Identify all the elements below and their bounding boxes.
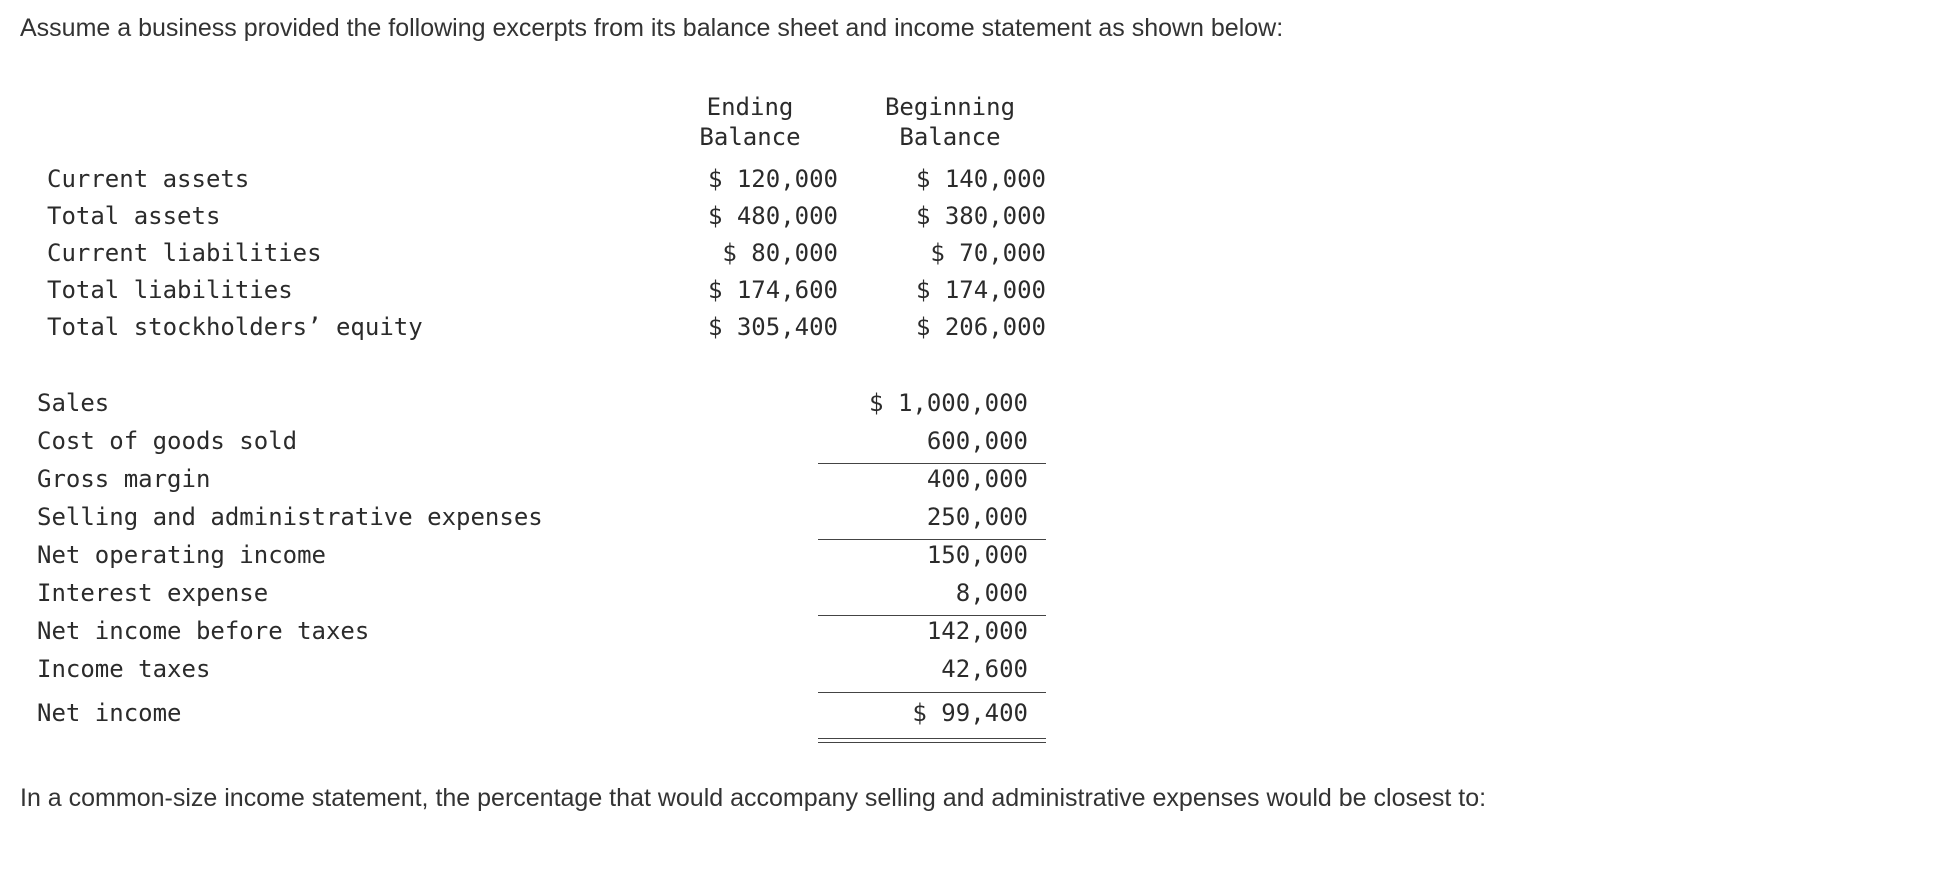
row-amount: 42,600: [941, 655, 1028, 683]
row-label: Interest expense: [37, 579, 269, 607]
row-label: Selling and administrative expenses: [37, 503, 543, 531]
table-row: [0, 464, 1100, 494]
header-line: Ending: [706, 93, 794, 121]
table-row: [0, 388, 1100, 418]
header-line: Beginning: [884, 93, 1016, 121]
table-row: [0, 502, 1100, 532]
ending-value: $ 174,600: [707, 276, 838, 304]
table-row: [0, 540, 1100, 570]
row-label: Income taxes: [37, 655, 211, 683]
row-amount: $ 99,400: [912, 699, 1028, 727]
row-label: Total assets: [47, 202, 221, 230]
table-row: [0, 426, 1100, 456]
table-row: [0, 698, 1100, 728]
beginning-value: $ 206,000: [915, 313, 1046, 341]
intro-text: Assume a business provided the following excerpts from its balance sheet and income statement as shown below:: [20, 14, 1284, 42]
row-label: Sales: [37, 389, 110, 417]
ending-value: $ 80,000: [722, 239, 838, 267]
beginning-value: $ 140,000: [915, 165, 1046, 193]
row-amount: 600,000: [926, 427, 1028, 455]
row-amount: $ 1,000,000: [869, 389, 1028, 417]
question-text: In a common-size income statement, the percentage that would accompany selling and administrative expenses would be closest to:: [20, 784, 1487, 812]
beginning-value: $ 380,000: [915, 202, 1046, 230]
ending-value: $ 305,400: [707, 313, 838, 341]
row-label: Total liabilities: [47, 276, 293, 304]
beginning-value: $ 70,000: [930, 239, 1046, 267]
row-amount: 250,000: [926, 503, 1028, 531]
row-amount: 150,000: [926, 541, 1028, 569]
row-label: Current liabilities: [47, 239, 322, 267]
income-statement-table: [0, 0, 1100, 760]
table-row: [0, 616, 1100, 646]
header-line: Balance: [899, 123, 1001, 151]
table-row: [0, 578, 1100, 608]
ending-value: $ 120,000: [707, 165, 838, 193]
row-label: Total stockholders’ equity: [47, 313, 423, 341]
row-label: Gross margin: [37, 465, 211, 493]
row-label: Cost of goods sold: [37, 427, 298, 455]
row-amount: 400,000: [926, 465, 1028, 493]
header-line: Balance: [699, 123, 801, 151]
row-label: Net income: [37, 699, 182, 727]
row-label: Net income before taxes: [37, 617, 370, 645]
total-double-rule: [818, 738, 1046, 743]
beginning-value: $ 174,000: [915, 276, 1046, 304]
row-amount: 8,000: [955, 579, 1028, 607]
row-label: Net operating income: [37, 541, 326, 569]
row-amount: 142,000: [926, 617, 1028, 645]
ending-value: $ 480,000: [707, 202, 838, 230]
row-label: Current assets: [47, 165, 250, 193]
subtotal-rule: [818, 692, 1046, 693]
table-row: [0, 654, 1100, 684]
